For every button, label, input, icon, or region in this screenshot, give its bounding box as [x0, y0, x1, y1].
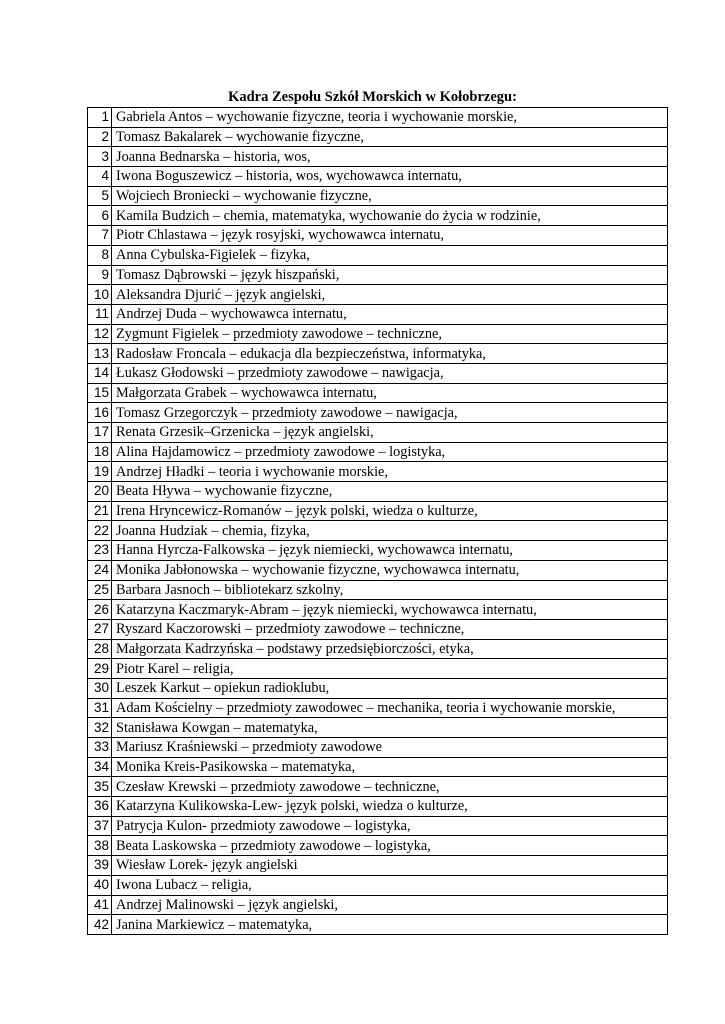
- staff-entry: Tomasz Grzegorczyk – przedmioty zawodowe – nawigacja,: [112, 403, 668, 423]
- row-number: 14: [88, 363, 112, 383]
- table-row: [88, 698, 668, 718]
- staff-entry: Leszek Karkut – opiekun radioklubu,: [112, 678, 668, 698]
- staff-entry: Zygmunt Figielek – przedmioty zawodowe – techniczne,: [112, 324, 668, 344]
- table-row: [88, 245, 668, 265]
- staff-entry: Joanna Hudziak – chemia, fizyka,: [112, 521, 668, 541]
- page-title: Kadra Zespołu Szkół Morskich w Kołobrzegu:: [228, 89, 517, 105]
- table-row: [88, 521, 668, 541]
- staff-table-body: [88, 108, 668, 935]
- row-number: 1: [88, 108, 112, 128]
- row-number: 17: [88, 423, 112, 443]
- table-row: [88, 757, 668, 777]
- staff-entry: Piotr Karel – religia,: [112, 659, 668, 679]
- table-row: [88, 856, 668, 876]
- row-number: 33: [88, 738, 112, 758]
- row-number: 13: [88, 344, 112, 364]
- staff-entry: Janina Markiewicz – matematyka,: [112, 915, 668, 935]
- staff-entry: Iwona Boguszewicz – historia, wos, wychowawca internatu,: [112, 167, 668, 187]
- table-row: [88, 560, 668, 580]
- table-row: [88, 127, 668, 147]
- table-row: [88, 167, 668, 187]
- staff-entry: Małgorzata Grabek – wychowawca internatu,: [112, 383, 668, 403]
- staff-entry: Barbara Jasnoch – bibliotekarz szkolny,: [112, 580, 668, 600]
- staff-entry: Radosław Froncala – edukacja dla bezpieczeństwa, informatyka,: [112, 344, 668, 364]
- staff-entry: Katarzyna Kaczmaryk-Abram – język niemiecki, wychowawca internatu,: [112, 600, 668, 620]
- staff-entry: Czesław Krewski – przedmioty zawodowe – techniczne,: [112, 777, 668, 797]
- staff-entry: Iwona Lubacz – religia,: [112, 875, 668, 895]
- row-number: 22: [88, 521, 112, 541]
- row-number: 34: [88, 757, 112, 777]
- table-row: [88, 363, 668, 383]
- row-number: 28: [88, 639, 112, 659]
- row-number: 25: [88, 580, 112, 600]
- staff-entry: Hanna Hyrcza-Falkowska – język niemiecki, wychowawca internatu,: [112, 541, 668, 561]
- row-number: 4: [88, 167, 112, 187]
- table-row: [88, 304, 668, 324]
- staff-entry: Piotr Chlastawa – język rosyjski, wychowawca internatu,: [112, 226, 668, 246]
- table-row: [88, 777, 668, 797]
- table-row: [88, 265, 668, 285]
- staff-entry: Andrzej Duda – wychowawca internatu,: [112, 304, 668, 324]
- row-number: 36: [88, 797, 112, 817]
- table-row: [88, 915, 668, 935]
- row-number: 26: [88, 600, 112, 620]
- row-number: 32: [88, 718, 112, 738]
- table-row: [88, 423, 668, 443]
- table-row: [88, 895, 668, 915]
- staff-table: [87, 107, 668, 935]
- staff-entry: Monika Jabłonowska – wychowanie fizyczne, wychowawca internatu,: [112, 560, 668, 580]
- table-row: [88, 403, 668, 423]
- table-row: [88, 186, 668, 206]
- staff-entry: Aleksandra Djurić – język angielski,: [112, 285, 668, 305]
- table-row: [88, 600, 668, 620]
- table-row: [88, 285, 668, 305]
- table-row: [88, 836, 668, 856]
- row-number: 20: [88, 482, 112, 502]
- row-number: 16: [88, 403, 112, 423]
- staff-entry: Małgorzata Kadrzyńska – podstawy przedsiębiorczości, etyka,: [112, 639, 668, 659]
- staff-entry: Andrzej Hładki – teoria i wychowanie morskie,: [112, 462, 668, 482]
- staff-entry: Andrzej Malinowski – język angielski,: [112, 895, 668, 915]
- row-number: 23: [88, 541, 112, 561]
- row-number: 24: [88, 560, 112, 580]
- row-number: 29: [88, 659, 112, 679]
- staff-entry: Anna Cybulska-Figielek – fizyka,: [112, 245, 668, 265]
- table-row: [88, 797, 668, 817]
- staff-entry: Irena Hryncewicz-Romanów – język polski, wiedza o kulturze,: [112, 501, 668, 521]
- table-row: [88, 738, 668, 758]
- row-number: 8: [88, 245, 112, 265]
- staff-entry: Tomasz Bakalarek – wychowanie fizyczne,: [112, 127, 668, 147]
- row-number: 37: [88, 816, 112, 836]
- staff-entry: Alina Hajdamowicz – przedmioty zawodowe – logistyka,: [112, 442, 668, 462]
- row-number: 3: [88, 147, 112, 167]
- table-row: [88, 206, 668, 226]
- table-row: [88, 383, 668, 403]
- row-number: 12: [88, 324, 112, 344]
- row-number: 41: [88, 895, 112, 915]
- row-number: 11: [88, 304, 112, 324]
- row-number: 19: [88, 462, 112, 482]
- table-row: [88, 619, 668, 639]
- staff-entry: Ryszard Kaczorowski – przedmioty zawodowe – techniczne,: [112, 619, 668, 639]
- table-row: [88, 816, 668, 836]
- row-number: 42: [88, 915, 112, 935]
- row-number: 21: [88, 501, 112, 521]
- row-number: 18: [88, 442, 112, 462]
- staff-entry: Stanisława Kowgan – matematyka,: [112, 718, 668, 738]
- table-row: [88, 344, 668, 364]
- table-row: [88, 442, 668, 462]
- staff-entry: Łukasz Głodowski – przedmioty zawodowe – nawigacja,: [112, 363, 668, 383]
- staff-entry: Renata Grzesik–Grzenicka – język angielski,: [112, 423, 668, 443]
- table-row: [88, 501, 668, 521]
- row-number: 40: [88, 875, 112, 895]
- row-number: 15: [88, 383, 112, 403]
- staff-entry: Wiesław Lorek- język angielski: [112, 856, 668, 876]
- row-number: 38: [88, 836, 112, 856]
- row-number: 35: [88, 777, 112, 797]
- table-row: [88, 541, 668, 561]
- row-number: 30: [88, 678, 112, 698]
- staff-entry: Adam Kościelny – przedmioty zawodowec – mechanika, teoria i wychowanie morskie,: [112, 698, 668, 718]
- table-row: [88, 639, 668, 659]
- table-row: [88, 482, 668, 502]
- row-number: 2: [88, 127, 112, 147]
- row-number: 6: [88, 206, 112, 226]
- table-row: [88, 718, 668, 738]
- row-number: 9: [88, 265, 112, 285]
- table-row: [88, 324, 668, 344]
- staff-entry: Patrycja Kulon- przedmioty zawodowe – logistyka,: [112, 816, 668, 836]
- row-number: 31: [88, 698, 112, 718]
- staff-entry: Tomasz Dąbrowski – język hiszpański,: [112, 265, 668, 285]
- table-row: [88, 226, 668, 246]
- row-number: 10: [88, 285, 112, 305]
- row-number: 27: [88, 619, 112, 639]
- row-number: 7: [88, 226, 112, 246]
- table-row: [88, 875, 668, 895]
- table-row: [88, 678, 668, 698]
- table-row: [88, 462, 668, 482]
- staff-entry: Monika Kreis-Pasikowska – matematyka,: [112, 757, 668, 777]
- table-row: [88, 147, 668, 167]
- table-row: [88, 580, 668, 600]
- staff-entry: Mariusz Kraśniewski – przedmioty zawodowe: [112, 738, 668, 758]
- staff-entry: Beata Laskowska – przedmioty zawodowe – logistyka,: [112, 836, 668, 856]
- staff-entry: Kamila Budzich – chemia, matematyka, wychowanie do życia w rodzinie,: [112, 206, 668, 226]
- table-row: [88, 108, 668, 128]
- row-number: 5: [88, 186, 112, 206]
- staff-entry: Katarzyna Kulikowska-Lew- język polski, wiedza o kulturze,: [112, 797, 668, 817]
- staff-entry: Joanna Bednarska – historia, wos,: [112, 147, 668, 167]
- staff-entry: Wojciech Broniecki – wychowanie fizyczne,: [112, 186, 668, 206]
- row-number: 39: [88, 856, 112, 876]
- table-row: [88, 659, 668, 679]
- staff-entry: Gabriela Antos – wychowanie fizyczne, teoria i wychowanie morskie,: [112, 108, 668, 128]
- staff-entry: Beata Hływa – wychowanie fizyczne,: [112, 482, 668, 502]
